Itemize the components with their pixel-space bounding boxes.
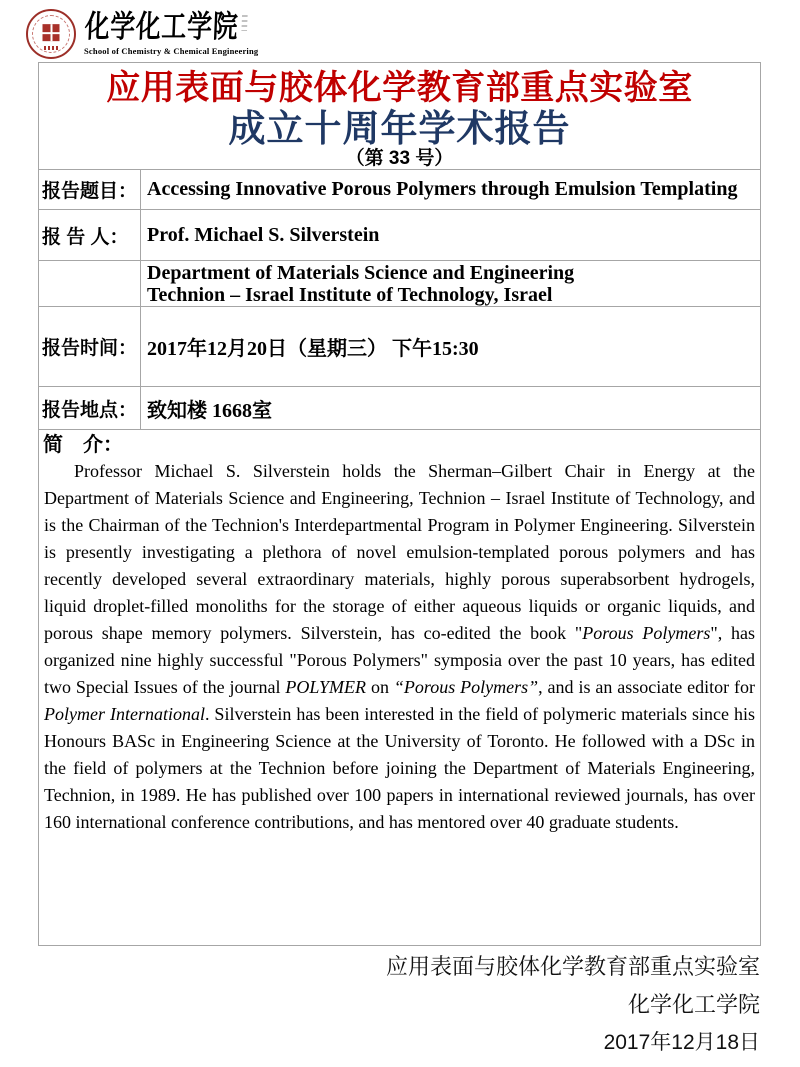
seal-center-stamp-icon bbox=[43, 24, 60, 41]
seminar-info-table bbox=[38, 62, 761, 946]
place-value: 致知楼 1668室 bbox=[141, 387, 761, 430]
title-row bbox=[39, 63, 761, 170]
intro-cell bbox=[39, 430, 761, 946]
affiliation-value bbox=[141, 261, 761, 307]
affiliation-label bbox=[39, 261, 141, 307]
topic-label: 报告题目： bbox=[39, 170, 141, 210]
time-label: 报告时间： bbox=[39, 307, 141, 387]
table-row-time bbox=[39, 307, 761, 387]
affiliation-line-2: Technion – Israel Institute of Technology, Israel bbox=[147, 283, 553, 306]
speaker-value: Prof. Michael S. Silverstein bbox=[141, 210, 761, 261]
college-name-english: School of Chemistry & Chemical Engineering bbox=[84, 46, 259, 56]
university-seal-icon bbox=[26, 9, 76, 59]
logo bbox=[26, 9, 287, 59]
affiliation-line-1: Department of Materials Science and Engineering bbox=[147, 261, 575, 284]
table-row-place bbox=[39, 387, 761, 430]
footer-lab-name: 应用表面与胶体化学教育部重点实验室 bbox=[385, 954, 760, 979]
footer-college-name: 化学化工学院 bbox=[627, 992, 760, 1017]
seal-bottom-text-icon bbox=[44, 46, 58, 50]
logo-text-block bbox=[84, 9, 287, 56]
title-cell bbox=[39, 63, 761, 170]
intro-label: 简 介： bbox=[43, 434, 123, 456]
series-title: 成立十周年学术报告 bbox=[228, 108, 571, 149]
college-name-calligraphy bbox=[84, 9, 248, 45]
topic-value: Accessing Innovative Porous Polymers through Emulsion Templating bbox=[141, 170, 761, 210]
time-value: 2017年12月20日（星期三） 下午15:30 bbox=[141, 307, 761, 387]
bio-paragraph: Professor Michael S. Silverstein holds the Sherman–Gilbert Chair in Energy at the Department of Materials Science and Engineering, Technion – Israel Institute of Technology, and is the Chairman of the Technion's Interdepartmental Program in Polymer Engineering. Silverstein is presently investigating a plethora of novel emulsion-templated porous polymers and has recently developed several extraordinary materials, highly porous superabsorbent hydrogels, liquid droplet-filled monoliths for the storage of either aqueous liquids or organic liquids, and porous shape memory polymers. Silverstein, has co-edited the book "Porous Polymers", has organized nine highly successful "Porous Polymers" symposia over the past 10 years, has edited two Special Issues of the journal POLYMER on “Porous Polymers”, and is an associate editor for Polymer International. Silverstein has been interested in the field of polymeric materials since his Honours BASc in Engineering Science at the University of Toronto. He followed with a DSc in the field of polymers at the Technion before joining the Department of Materials Engineering, Technion, in 1989. He has published over 100 papers in international reviewed journals, has over 160 international conference contributions, and has mentored over 40 graduate students. bbox=[44, 461, 756, 832]
footer-date: 2017年12月18日 bbox=[603, 1031, 760, 1054]
place-label: 报告地点： bbox=[39, 387, 141, 430]
footer bbox=[386, 948, 760, 1062]
logo-signature-mark-icon bbox=[241, 15, 247, 31]
table-row-speaker bbox=[39, 210, 761, 261]
table-row-intro bbox=[39, 430, 761, 946]
lab-title: 应用表面与胶体化学教育部重点实验室 bbox=[106, 69, 693, 107]
table-row-affiliation bbox=[39, 261, 761, 307]
college-name-cn: 化学化工学院 bbox=[84, 9, 240, 45]
issue-number: （第 33 号） bbox=[345, 148, 454, 169]
table-row-topic bbox=[39, 170, 761, 210]
speaker-label: 报 告 人： bbox=[39, 210, 141, 261]
